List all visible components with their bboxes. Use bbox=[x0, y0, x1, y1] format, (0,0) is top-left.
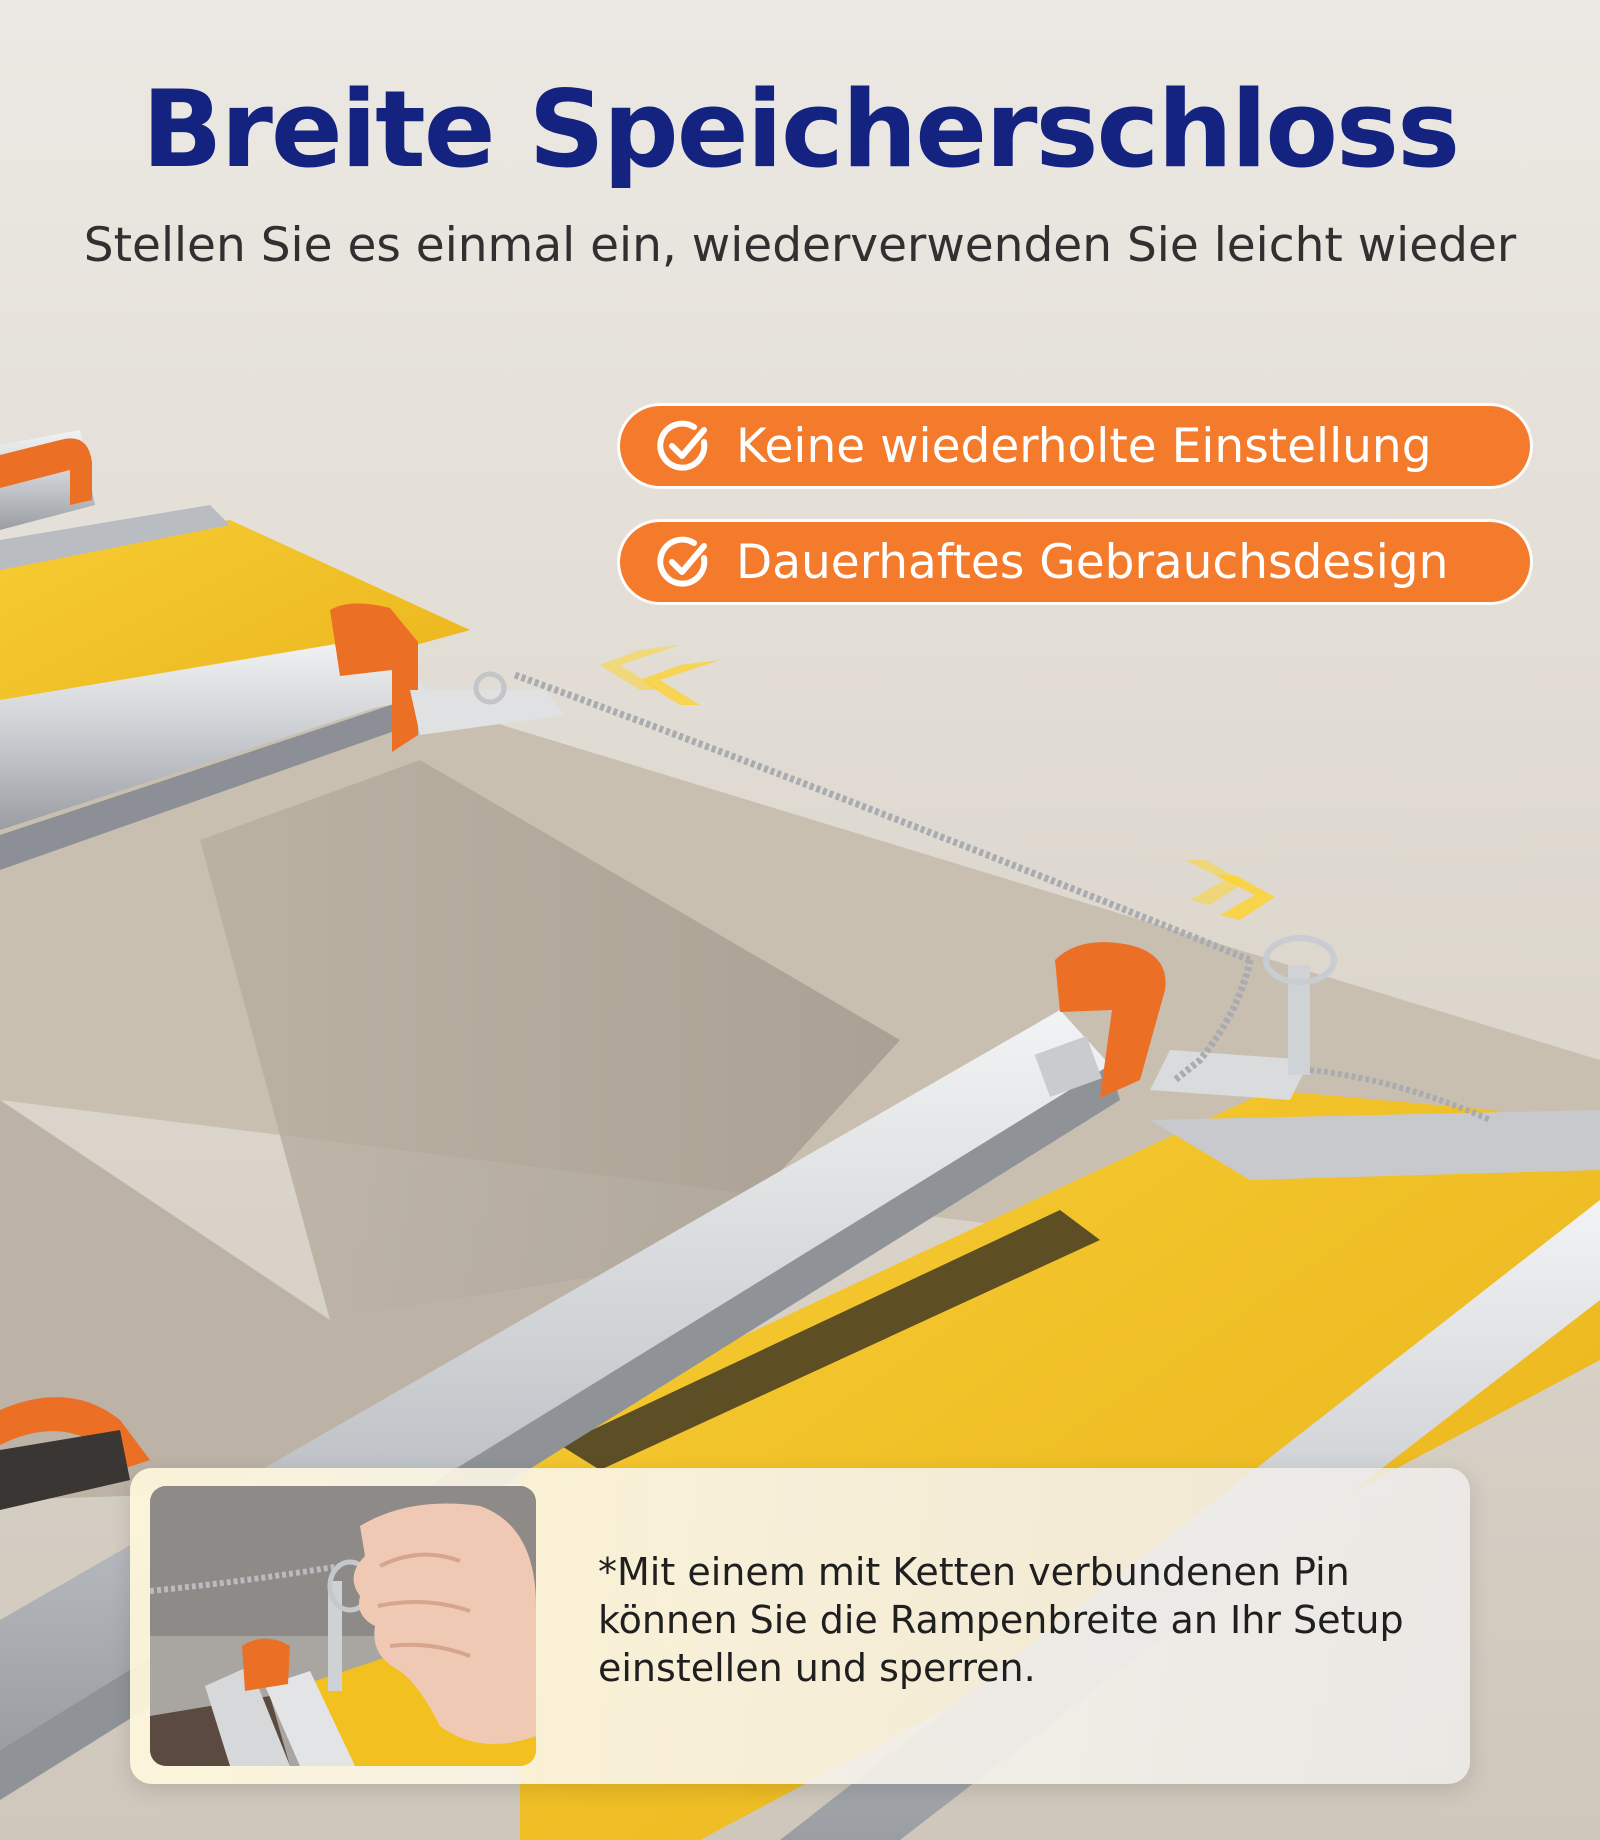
check-circle-icon bbox=[654, 416, 714, 476]
feature-label: Dauerhaftes Gebrauchsdesign bbox=[736, 534, 1449, 590]
feature-badge-durable-design bbox=[620, 522, 1530, 602]
feature-label: Keine wiederholte Einstellung bbox=[736, 418, 1432, 474]
check-circle-icon bbox=[654, 532, 714, 592]
page-subtitle: Stellen Sie es einmal ein, wiederverwenden Sie leicht wieder bbox=[83, 218, 1517, 273]
inset-photo-hand-pin bbox=[150, 1486, 536, 1766]
page-title: Breite Speicherschloss bbox=[141, 68, 1459, 191]
feature-badge-no-repeat-adjustment bbox=[620, 406, 1530, 486]
note-text: *Mit einem mit Ketten verbundenen Pin können Sie die Rampenbreite an Ihr Setup einstellen und sperren. bbox=[598, 1550, 1404, 1690]
